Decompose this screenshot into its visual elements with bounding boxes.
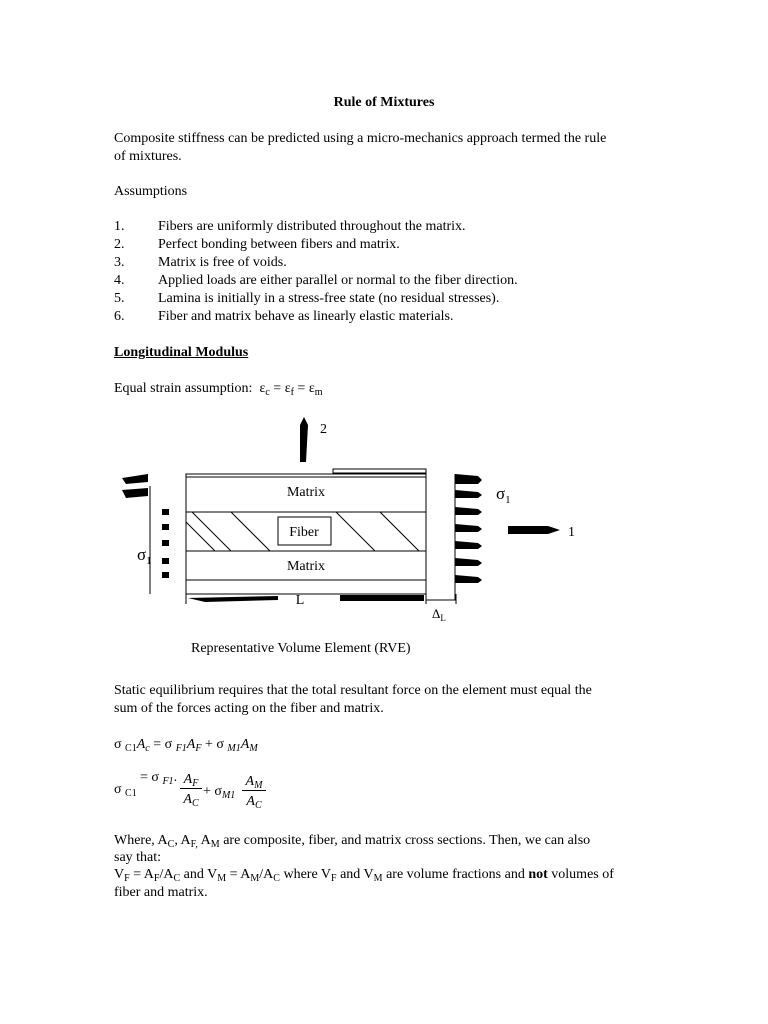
intro-line-1: Composite stiffness can be predicted using a micro-mechanics approach termed the rule bbox=[114, 131, 607, 146]
sigma-left-label: $\sigma_1$ bbox=[137, 545, 152, 567]
diagram-caption: Representative Volume Element (RVE) bbox=[191, 641, 411, 656]
list-item: 3. Matrix is free of voids. bbox=[114, 255, 287, 270]
axis-2-arrow-icon bbox=[300, 417, 308, 462]
sigma-right-label: $\sigma_1$ bbox=[496, 484, 511, 506]
fiber-label: Fiber bbox=[289, 525, 319, 540]
length-label: L bbox=[295, 593, 305, 608]
axis-1-label: 1 bbox=[568, 525, 575, 540]
top-plate bbox=[333, 469, 426, 473]
equilibrium-line-1: Static equilibrium requires that the total resultant force on the element must equal the bbox=[114, 683, 592, 698]
fraction-denominator-ac-2: $A_C$ bbox=[246, 794, 262, 811]
assumptions-heading: Assumptions bbox=[114, 184, 188, 199]
intro-line-2: of mixtures. bbox=[114, 149, 182, 164]
axis-1-arrow-icon bbox=[508, 526, 560, 534]
equation-1: σ $_{C1}A_c = \sigma$ $_{F1}A_F + \sigma$ $_{M1}A_M$ bbox=[114, 737, 258, 754]
delta-label: $\Delta_L$ bbox=[432, 606, 446, 623]
fraction-denominator-ac: $A_C$ bbox=[183, 792, 199, 809]
axis-2-label: 2 bbox=[320, 422, 327, 437]
fraction-numerator-af: $A_F$ bbox=[180, 772, 202, 789]
list-item: 5. Lamina is initially in a stress-free state (no residual stresses). bbox=[114, 291, 500, 306]
list-item: 2. Perfect bonding between fibers and matrix. bbox=[114, 237, 400, 252]
list-item: 6. Fiber and matrix behave as linearly elastic materials. bbox=[114, 309, 454, 324]
fraction-numerator-am: $A_M$ bbox=[242, 774, 266, 791]
page-title: Rule of Mixtures bbox=[333, 95, 435, 110]
where-line-1: Where, $A_C$, $A_{F,}$ $A_M$ are composite, fiber, and matrix cross sections. Then, we can also bbox=[114, 833, 591, 850]
length-arrow-right bbox=[340, 595, 424, 601]
equal-strain-line: Equal strain assumption: $\varepsilon_c = \varepsilon_f = \varepsilon_m$ bbox=[114, 381, 323, 398]
list-item: 4. Applied loads are either parallel or normal to the fiber direction. bbox=[114, 273, 518, 288]
equation-2: σ $_{C1}$ bbox=[114, 782, 137, 799]
length-arrow-left bbox=[188, 596, 278, 602]
list-item: 1. Fibers are uniformly distributed throughout the matrix. bbox=[114, 219, 466, 234]
section-heading: Longitudinal Modulus bbox=[114, 345, 249, 360]
last-line: fiber and matrix. bbox=[114, 885, 208, 900]
matrix-top-label: Matrix bbox=[286, 485, 326, 500]
volume-fraction-line: $V_F = A_F/A_C$ and $V_M = A_M/A_C$ where $V_F$ and $V_M$ are volume fractions and not volumes of bbox=[114, 867, 614, 884]
right-load-arrows bbox=[455, 474, 482, 583]
equilibrium-line-2: sum of the forces acting on the fiber and matrix. bbox=[114, 701, 384, 716]
matrix-bottom-label: Matrix bbox=[286, 559, 326, 574]
where-line-2: say that: bbox=[114, 850, 162, 865]
